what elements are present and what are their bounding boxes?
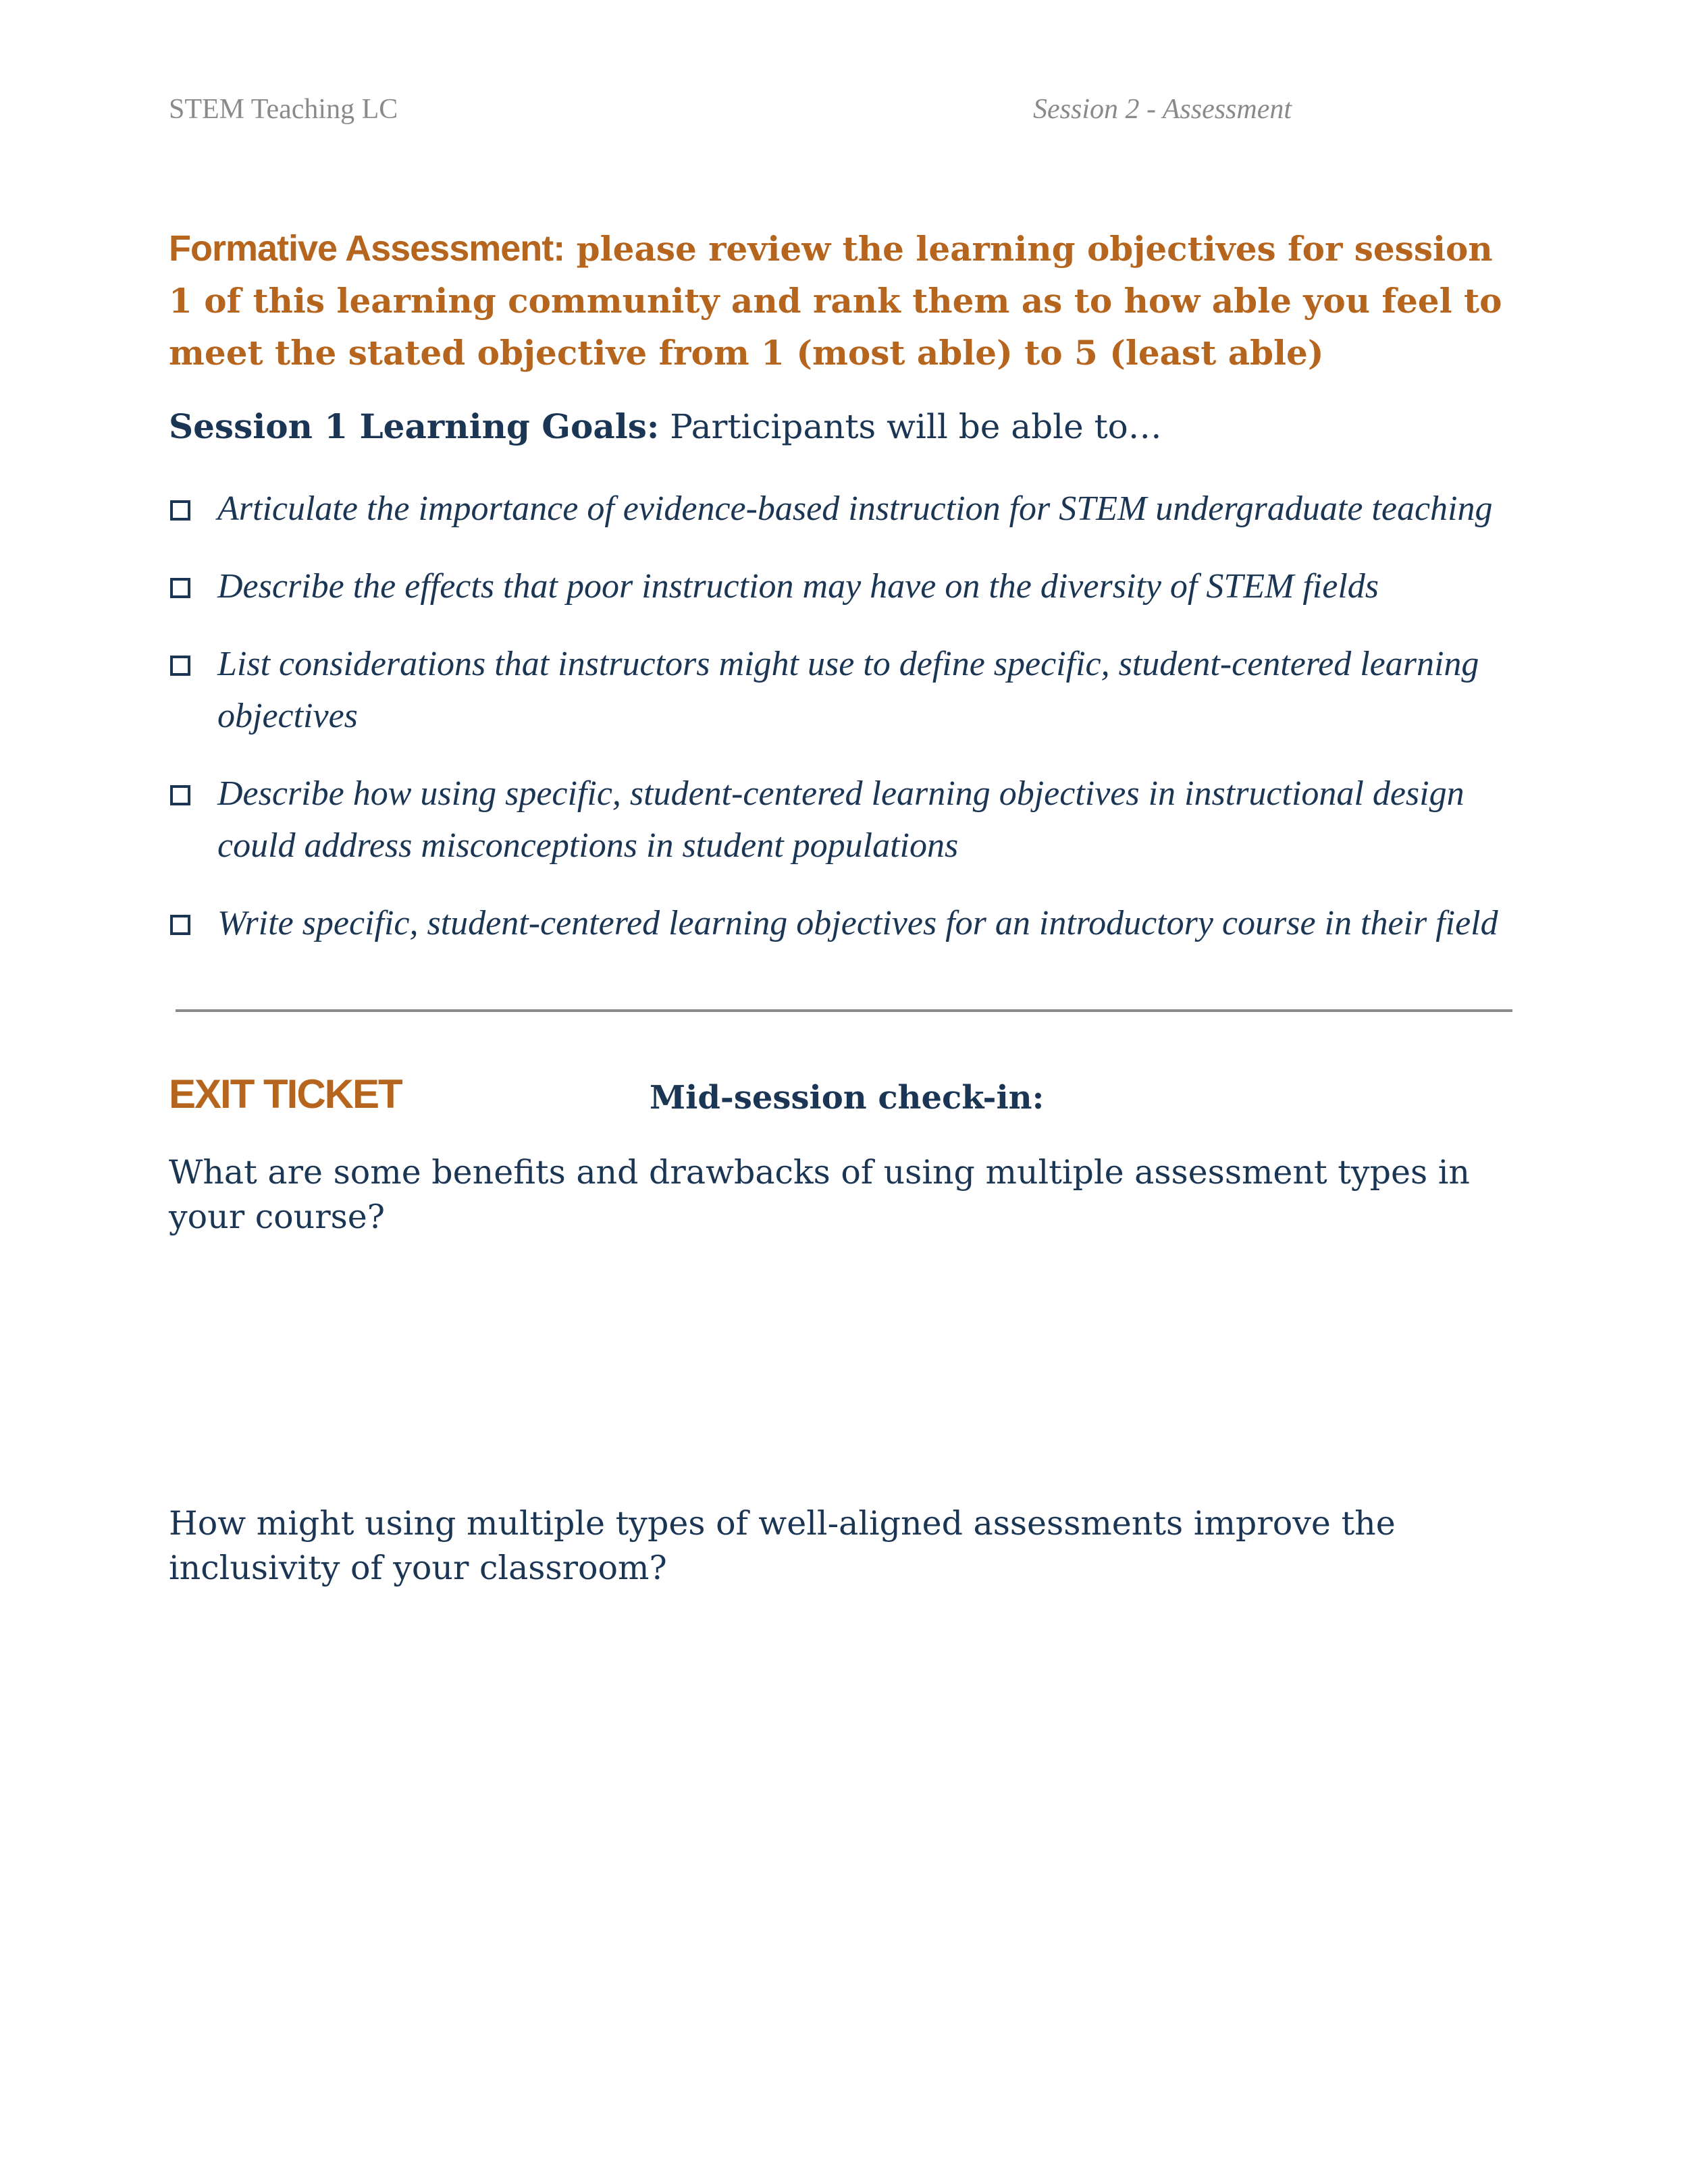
- session-goals-label: Session 1 Learning Goals:: [169, 406, 660, 446]
- session-goals-intro: [169, 406, 1162, 446]
- formative-assessment-label: Formative Assessment:: [169, 228, 565, 269]
- exit-question-1: What are some benefits and drawbacks of using multiple assessment types in your course?: [169, 1153, 1470, 1236]
- learning-goal-text: Write specific, student-centered learning objectives for an introductory course in their field: [217, 904, 1498, 942]
- learning-goal-text: Articulate the importance of evidence-based instruction for STEM undergraduate teaching: [217, 489, 1493, 528]
- goal-checkbox[interactable]: [170, 785, 190, 805]
- learning-goal-item: [169, 768, 1533, 872]
- exit-ticket-heading: EXIT TICKET: [169, 1071, 402, 1117]
- session-goals-intro-text: Participants will be able to…: [670, 407, 1162, 446]
- goal-checkbox[interactable]: [170, 915, 190, 935]
- section-divider: [176, 1009, 1512, 1012]
- goal-checkbox[interactable]: [170, 656, 190, 676]
- learning-goal-item: [169, 560, 1533, 612]
- learning-goal-text: List considerations that instructors might use to define specific, student-centered learning objectives: [217, 645, 1479, 735]
- goal-checkbox[interactable]: [170, 500, 190, 521]
- formative-assessment-text: please review the learning objectives for session 1 of this learning community and rank them as to how able you feel to meet the stated objective from 1 (most able) to 5 (least able): [169, 229, 1502, 373]
- goal-checkbox[interactable]: [170, 578, 190, 598]
- learning-goal-item: [169, 483, 1533, 535]
- header-course-title: STEM Teaching LC: [169, 94, 398, 125]
- learning-goal-text: Describe the effects that poor instruction may have on the diversity of STEM fields: [217, 567, 1379, 606]
- header-session-title: Session 2 - Assessment: [1033, 94, 1292, 125]
- learning-goal-item: [169, 897, 1533, 949]
- formative-assessment-prompt: [169, 223, 1519, 379]
- learning-goal-item: [169, 638, 1533, 742]
- mid-session-checkin-heading: Mid-session check-in:: [650, 1079, 1045, 1117]
- learning-goal-text: Describe how using specific, student-centered learning objectives in instructional design could address misconceptions in student populations: [217, 774, 1465, 865]
- exit-question-2: How might using multiple types of well-aligned assessments improve the inclusivity of your classroom?: [169, 1504, 1396, 1587]
- learning-goals-list: [169, 483, 1533, 975]
